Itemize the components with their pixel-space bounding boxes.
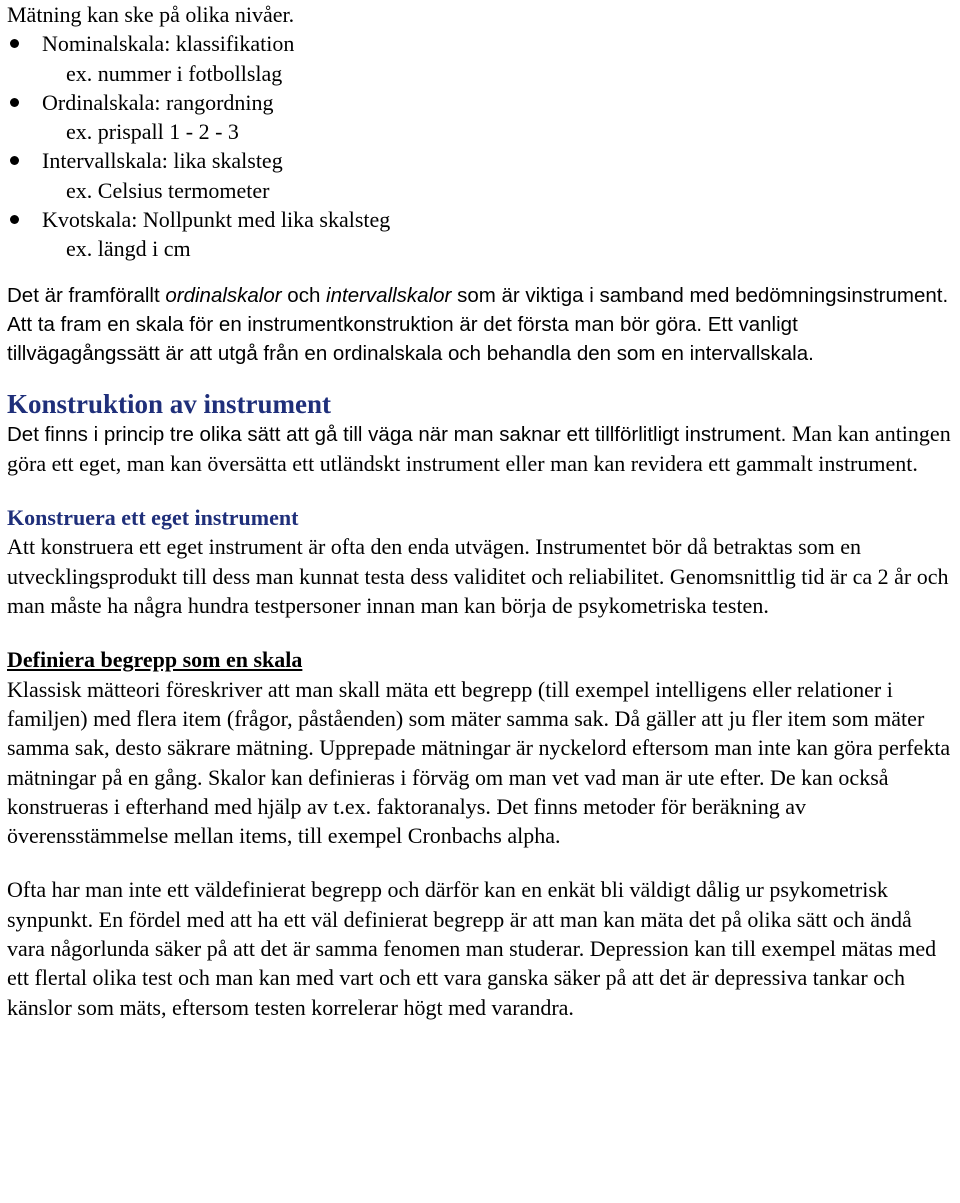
list-item — [7, 146, 954, 205]
list-item — [7, 88, 954, 147]
summary-paragraph — [7, 281, 954, 369]
summary-text: och — [281, 283, 327, 307]
summary-text: Det är framförallt — [7, 283, 166, 307]
scale-label-text: Ordinalskala: rangordning — [42, 89, 274, 115]
heading-construction: Konstruktion av instrument — [7, 388, 332, 419]
define-concept-paragraph-2: Ofta har man inte ett väldefinierat begrepp och därför kan en enkät bli väldigt dålig ur psykometrisk synpunkt. En fördel med att ha ett väl definierat begrepp är att man kan mäta det på olika sätt och ändå vara någorlunda säker på att det är samma fenomen man studerar. Depression kan till exempel mätas med ett flertal olika test och man kan med vart och ett vara ganska säker på att det är depressiva tankar och känslor som mäts, eftersom testen korrelerar högt med varandra. — [7, 877, 937, 1020]
construction-text-sans: Det finns i princip tre olika sätt att gå till väga när man saknar ett tillförlitligt instrument. — [7, 422, 787, 446]
list-item — [7, 29, 954, 88]
bullet-icon — [10, 98, 19, 107]
scale-label-text: Kvotskala: Nollpunkt med lika skalsteg — [42, 207, 391, 233]
summary-emphasis: intervallskalor — [326, 283, 452, 307]
summary-emphasis: ordinalskalor — [165, 283, 282, 307]
bullet-icon — [10, 215, 19, 224]
define-concept-paragraph: Klassisk mätteori föreskriver att man skall mäta ett begrepp (till exempel intelligens eller relationer i familjen) med flera item (frågor, påståenden) som mäter samma sak. Då gäller att ju fler item som mäter samma sak, desto säkrare mätning. Upprepade mätningar är nyckelord eftersom man inte kan göra perfekta mätningar på en gång. Skalor kan definieras i förväg om man vet vad man är ute efter. De kan också konstrueras i efterhand med hjälp av t.ex. faktoranalys. Det finns metoder för beräkning av överensstämmelse mellan items, till exempel Cronbachs alpha. — [7, 676, 951, 849]
intro-text: Mätning kan ske på olika nivåer. — [7, 2, 295, 27]
scale-example: ex. nummer i fotbollslag — [66, 60, 283, 86]
summary-text: som är viktiga i samband med bedömningsinstrument. Att ta fram en skala för en instrumentkonstruktion är det första man bör göra. Ett vanligt tillvägagångssätt är att utgå från en ordinalskala och behandla den som en intervallskala. — [7, 283, 949, 366]
heading-define-concept: Definiera begrepp som en skala — [7, 647, 303, 673]
scale-list — [7, 29, 954, 263]
scale-label — [7, 205, 954, 234]
scale-label — [7, 29, 954, 58]
construction-text-serif: Man kan antingen göra ett eget, man kan översätta ett utländskt instrument eller man kan revidera ett gammalt instrument. — [7, 420, 951, 476]
list-item — [7, 205, 954, 264]
scale-label — [7, 88, 954, 117]
scale-label-text: Intervallskala: lika skalsteg — [42, 148, 283, 174]
bullet-icon — [10, 39, 19, 48]
scale-label — [7, 146, 954, 175]
heading-own-instrument: Konstruera ett eget instrument — [7, 505, 299, 531]
bullet-icon — [10, 156, 19, 165]
scale-example: ex. längd i cm — [66, 236, 191, 262]
scale-label-text: Nominalskala: klassifikation — [42, 31, 295, 57]
scale-example: ex. Celsius termometer — [66, 177, 270, 203]
own-instrument-paragraph: Att konstruera ett eget instrument är ofta den enda utvägen. Instrumentet bör då betraktas som en utvecklingsprodukt till dess man kunnat testa dess validitet och reliabilitet. Genomsnittlig tid är ca 2 år och man måste ha några hundra testpersoner innan man kan börja de psykometriska testen. — [7, 534, 949, 619]
scale-example: ex. prispall 1 - 2 - 3 — [66, 119, 239, 145]
construction-paragraph — [7, 419, 954, 479]
